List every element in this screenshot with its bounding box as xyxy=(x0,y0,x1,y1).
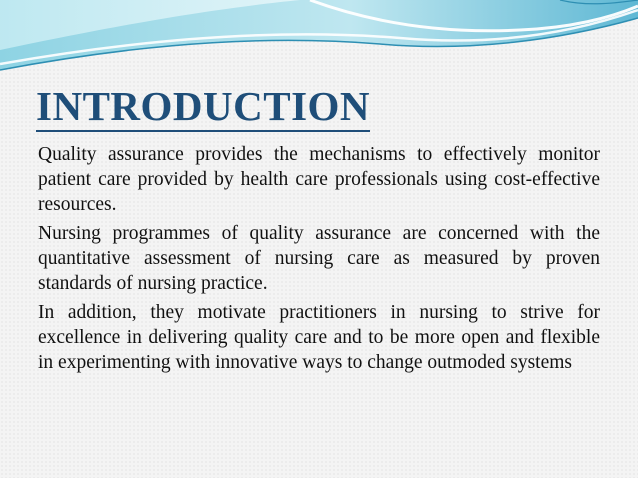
slide-title: INTRODUCTION xyxy=(36,82,370,132)
header-wave-decoration xyxy=(0,0,638,80)
slide-body xyxy=(38,142,600,379)
paragraph-nursing-programmes: Nursing programmes of quality assurance are concerned with the quantitative assessment of nursing care as measured by proven standards of nursing practice. xyxy=(38,223,600,294)
paragraph-quality-assurance: Quality assurance provides the mechanisms to effectively monitor patient care provided by health care professionals using cost-effective resources. xyxy=(38,144,600,215)
paragraph-motivation: In addition, they motivate practitioners in nursing to strive for excellence in delivering quality care and to be more open and flexible in experimenting with innovative ways to change outmoded systems xyxy=(38,302,600,373)
